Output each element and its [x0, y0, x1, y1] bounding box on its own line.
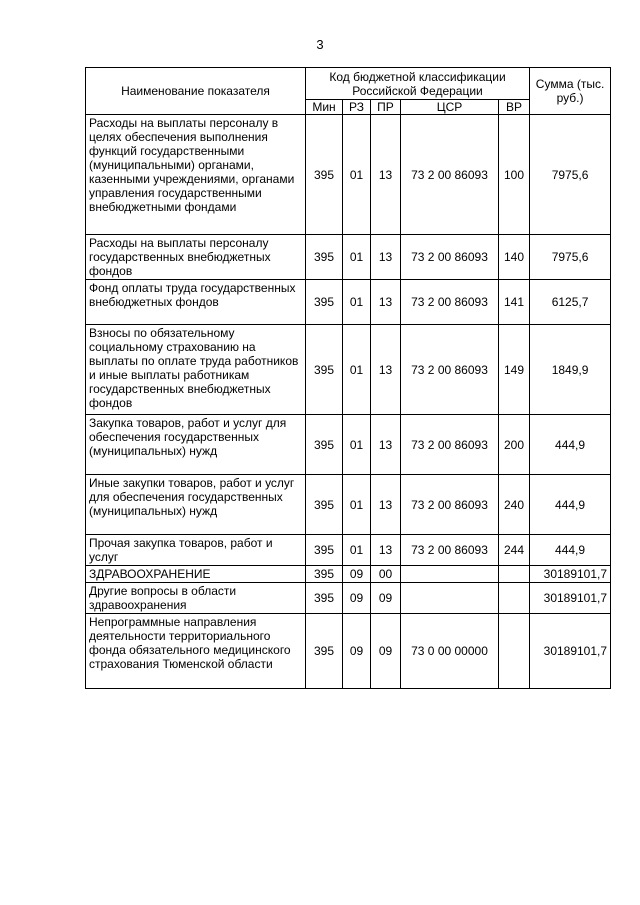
- cell-vr: [499, 566, 530, 583]
- table-row: [86, 614, 611, 689]
- cell-csr: 73 2 00 86093: [401, 325, 499, 415]
- cell-sum: 7975,6: [530, 235, 611, 280]
- header-pr: ПР: [371, 100, 401, 115]
- cell-rz: 09: [343, 566, 371, 583]
- cell-csr: 73 2 00 86093: [401, 415, 499, 475]
- cell-vr: 149: [499, 325, 530, 415]
- cell-csr: 73 2 00 86093: [401, 115, 499, 235]
- cell-vr: 244: [499, 535, 530, 566]
- cell-rz: 01: [343, 280, 371, 325]
- cell-sum: 30189101,7: [530, 583, 611, 614]
- page-number: 3: [316, 37, 324, 52]
- table-row: [86, 280, 611, 325]
- cell-sum: 1849,9: [530, 325, 611, 415]
- cell-name: Закупка товаров, работ и услуг для обеспечения государственных (муниципальных) нужд: [86, 415, 306, 475]
- header-sum: Сумма (тыс. руб.): [530, 68, 611, 115]
- cell-name: Расходы на выплаты персоналу государственных внебюджетных фондов: [86, 235, 306, 280]
- cell-vr: 200: [499, 415, 530, 475]
- table-header: [86, 68, 611, 115]
- cell-name: ЗДРАВООХРАНЕНИЕ: [86, 566, 306, 583]
- cell-csr: 73 0 00 00000: [401, 614, 499, 689]
- cell-rz: 01: [343, 115, 371, 235]
- cell-csr: 73 2 00 86093: [401, 280, 499, 325]
- cell-sum: 30189101,7: [530, 566, 611, 583]
- header-min: Мин: [306, 100, 343, 115]
- cell-min: 395: [306, 235, 343, 280]
- cell-name: Взносы по обязательному социальному страхованию на выплаты по оплате труда работников и иные выплаты работникам государственных внебюджетных фондов: [86, 325, 306, 415]
- cell-csr: [401, 566, 499, 583]
- cell-rz: 09: [343, 583, 371, 614]
- cell-name: Иные закупки товаров, работ и услуг для обеспечения государственных (муниципальных) нужд: [86, 475, 306, 535]
- table-body: [86, 115, 611, 689]
- cell-min: 395: [306, 115, 343, 235]
- cell-csr: 73 2 00 86093: [401, 535, 499, 566]
- cell-min: 395: [306, 566, 343, 583]
- cell-rz: 01: [343, 415, 371, 475]
- cell-sum: 6125,7: [530, 280, 611, 325]
- cell-name: Непрограммные направления деятельности территориального фонда обязательного медицинского страхования Тюменской области: [86, 614, 306, 689]
- header-code-group: Код бюджетной классификации Российской Федерации: [306, 68, 530, 100]
- table-row: [86, 566, 611, 583]
- cell-pr: 13: [371, 115, 401, 235]
- cell-sum: 444,9: [530, 475, 611, 535]
- cell-pr: 13: [371, 535, 401, 566]
- cell-rz: 01: [343, 235, 371, 280]
- cell-pr: 13: [371, 415, 401, 475]
- cell-pr: 00: [371, 566, 401, 583]
- header-rz: РЗ: [343, 100, 371, 115]
- table-row: [86, 415, 611, 475]
- cell-sum: 444,9: [530, 535, 611, 566]
- cell-csr: 73 2 00 86093: [401, 235, 499, 280]
- cell-pr: 13: [371, 280, 401, 325]
- cell-min: 395: [306, 415, 343, 475]
- cell-pr: 13: [371, 475, 401, 535]
- budget-table: [85, 67, 611, 689]
- cell-pr: 09: [371, 614, 401, 689]
- cell-vr: 100: [499, 115, 530, 235]
- header-vr: ВР: [499, 100, 530, 115]
- cell-min: 395: [306, 583, 343, 614]
- cell-name: Прочая закупка товаров, работ и услуг: [86, 535, 306, 566]
- cell-rz: 01: [343, 475, 371, 535]
- table-row: [86, 475, 611, 535]
- cell-name: Другие вопросы в области здравоохранения: [86, 583, 306, 614]
- table-row: [86, 115, 611, 235]
- cell-csr: 73 2 00 86093: [401, 475, 499, 535]
- table-row: [86, 325, 611, 415]
- cell-min: 395: [306, 614, 343, 689]
- table-row: [86, 235, 611, 280]
- header-row-top: [86, 68, 611, 100]
- cell-csr: [401, 583, 499, 614]
- header-csr: ЦСР: [401, 100, 499, 115]
- cell-min: 395: [306, 475, 343, 535]
- cell-vr: [499, 614, 530, 689]
- cell-vr: 240: [499, 475, 530, 535]
- header-name: Наименование показателя: [86, 68, 306, 115]
- cell-rz: 01: [343, 535, 371, 566]
- cell-vr: 140: [499, 235, 530, 280]
- cell-name: Фонд оплаты труда государственных внебюджетных фондов: [86, 280, 306, 325]
- cell-vr: 141: [499, 280, 530, 325]
- cell-rz: 09: [343, 614, 371, 689]
- cell-pr: 13: [371, 325, 401, 415]
- cell-vr: [499, 583, 530, 614]
- cell-sum: 7975,6: [530, 115, 611, 235]
- cell-name: Расходы на выплаты персоналу в целях обеспечения выполнения функций государственными (муниципальными) органами, казенными учреждениями, органами управления государственными внебюджетными фондами: [86, 115, 306, 235]
- cell-min: 395: [306, 535, 343, 566]
- table-row: [86, 583, 611, 614]
- cell-pr: 13: [371, 235, 401, 280]
- table-row: [86, 535, 611, 566]
- cell-rz: 01: [343, 325, 371, 415]
- cell-pr: 09: [371, 583, 401, 614]
- cell-min: 395: [306, 325, 343, 415]
- cell-sum: 444,9: [530, 415, 611, 475]
- cell-sum: 30189101,7: [530, 614, 611, 689]
- cell-min: 395: [306, 280, 343, 325]
